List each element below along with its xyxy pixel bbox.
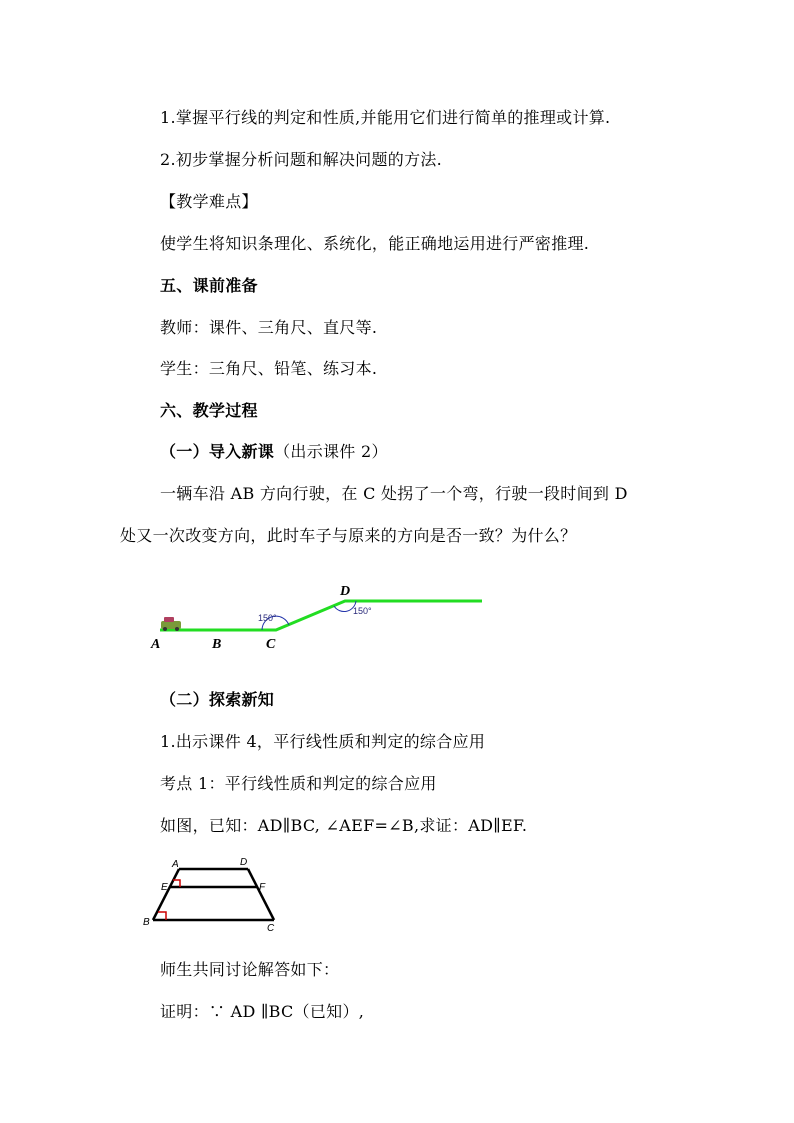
- objective-2: 2.初步掌握分析问题和解决问题的方法.: [160, 150, 443, 169]
- angle-mark-e: [173, 880, 180, 887]
- angle-label-d: 150°: [353, 606, 372, 616]
- label-b: B: [212, 637, 222, 652]
- activity-1: 1.出示课件 4，平行线性质和判定的综合应用: [160, 732, 486, 751]
- problem-statement: 如图，已知：AD∥BC, ∠AEF=∠B,求证：AD∥EF.: [160, 816, 528, 835]
- car-icon: [161, 617, 181, 631]
- angle-mark-b: [158, 912, 166, 920]
- key-point-1: 考点 1：平行线性质和判定的综合应用: [160, 774, 437, 793]
- discussion-intro: 师生共同讨论解答如下：: [160, 960, 340, 979]
- problem-text-1: 一辆车沿 AB 方向行驶，在 C 处拐了一个弯，行驶一段时间到 D: [160, 484, 628, 503]
- heading-difficulty: 【教学难点】: [160, 192, 258, 211]
- tlabel-d: D: [240, 857, 248, 868]
- label-c: C: [266, 637, 276, 652]
- segment-ab: [153, 869, 179, 920]
- angle-arc-c: [262, 616, 289, 630]
- label-d: D: [340, 584, 351, 599]
- teacher-materials: 教师：课件、三角尺、直尺等.: [160, 318, 378, 337]
- heading-preparation: 五、课前准备: [160, 276, 258, 295]
- section-explore: （二）探索新知: [160, 690, 275, 709]
- path-line: [160, 601, 482, 630]
- segment-dc: [248, 869, 274, 920]
- section-intro-title: （一）导入新课: [160, 442, 275, 461]
- section-intro: [160, 442, 388, 462]
- label-a: A: [151, 637, 161, 652]
- angle-label-c: 150°: [258, 613, 277, 623]
- objective-1: 1.掌握平行线的判定和性质,并能用它们进行简单的推理或计算.: [160, 108, 611, 127]
- difficulty-text: 使学生将知识条理化、系统化，能正确地运用进行严密推理.: [160, 234, 590, 253]
- problem-text-2: 处又一次改变方向，此时车子与原来的方向是否一致？为什么？: [120, 526, 577, 545]
- tlabel-a: A: [172, 859, 179, 870]
- tlabel-e: E: [161, 882, 168, 893]
- proof-line-1: 证明：∵ AD ∥BC（已知）,: [160, 1002, 365, 1021]
- student-materials: 学生：三角尺、铅笔、练习本.: [160, 359, 378, 378]
- angle-arc-d: [334, 601, 356, 612]
- heading-process: 六、教学过程: [160, 401, 258, 420]
- tlabel-c: C: [267, 923, 275, 934]
- section-intro-note: （出示课件 2）: [274, 442, 388, 461]
- tlabel-f: F: [259, 882, 266, 893]
- tlabel-b: B: [143, 917, 150, 928]
